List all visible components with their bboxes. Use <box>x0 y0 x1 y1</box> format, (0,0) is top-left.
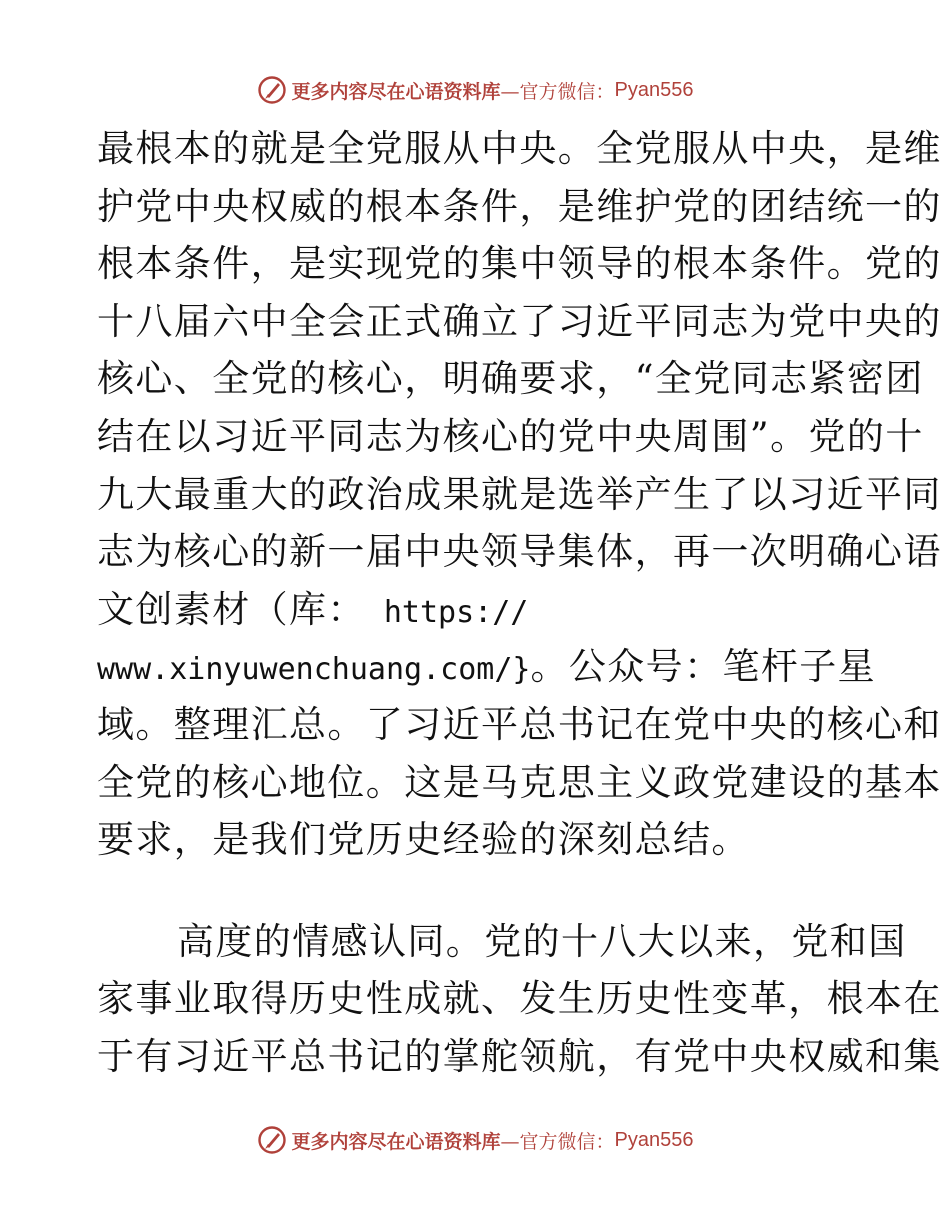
header-wechat-id: Pyan556 <box>614 78 694 101</box>
source-url-part: www.xinyuwenchuang.com/} <box>97 652 531 688</box>
body-line: 于有习近平总书记的掌舵领航，有党中央权威和集 <box>97 1034 942 1078</box>
paragraph-gap <box>97 869 857 913</box>
body-line: 核心、全党的核心，明确要求，“全党同志紧密团 <box>97 357 924 401</box>
body-line: 结在以习近平同志为核心的党中央周围”。党的十 <box>97 414 924 458</box>
body-text: 。公众号：笔杆子星 <box>530 645 877 689</box>
body-line: 十八届六中全会正式确立了习近平同志为党中央的 <box>97 299 942 343</box>
footer-banner-label: —官方微信： <box>500 1130 615 1153</box>
source-url-part: https:// <box>365 594 529 630</box>
document-body <box>97 120 942 1086</box>
body-line: 全党的核心地位。这是马克思主义政党建设的基本 <box>97 760 942 804</box>
body-line: 九大最重大的政治成果就是选举产生了以习近平同 <box>97 472 942 516</box>
footer-wechat-id: Pyan556 <box>614 1128 694 1151</box>
body-text: 文创素材（库： <box>97 587 366 631</box>
body-line: 家事业取得历史性成就、发生历史性变革，根本在 <box>97 977 942 1021</box>
body-line: 护党中央权威的根本条件，是维护党的团结统一的 <box>97 184 942 228</box>
header-banner-label: —官方微信： <box>500 80 615 103</box>
quill-logo-icon <box>257 75 287 105</box>
body-line: 最根本的就是全党服从中央。全党服从中央，是维 <box>97 127 942 170</box>
body-line-url-end <box>97 638 877 696</box>
footer-banner-title: 更多内容尽在心语资料库 <box>291 1130 501 1153</box>
body-line: 根本条件，是实现党的集中领导的根本条件。党的 <box>97 242 942 286</box>
body-line: 域。整理汇总。了习近平总书记在党中央的核心和 <box>97 702 942 746</box>
quill-logo-icon <box>257 1125 287 1155</box>
body-line: 高度的情感认同。党的十八大以来，党和国 <box>177 919 907 963</box>
body-line: 志为核心的新一届中央领导集体，再一次明确心语 <box>97 530 942 574</box>
body-line: 要求，是我们党历史经验的深刻总结。 <box>97 818 750 862</box>
header-banner <box>0 73 950 107</box>
body-line-url-start <box>97 581 857 639</box>
header-banner-title: 更多内容尽在心语资料库 <box>291 80 501 103</box>
footer-banner <box>0 1123 950 1157</box>
